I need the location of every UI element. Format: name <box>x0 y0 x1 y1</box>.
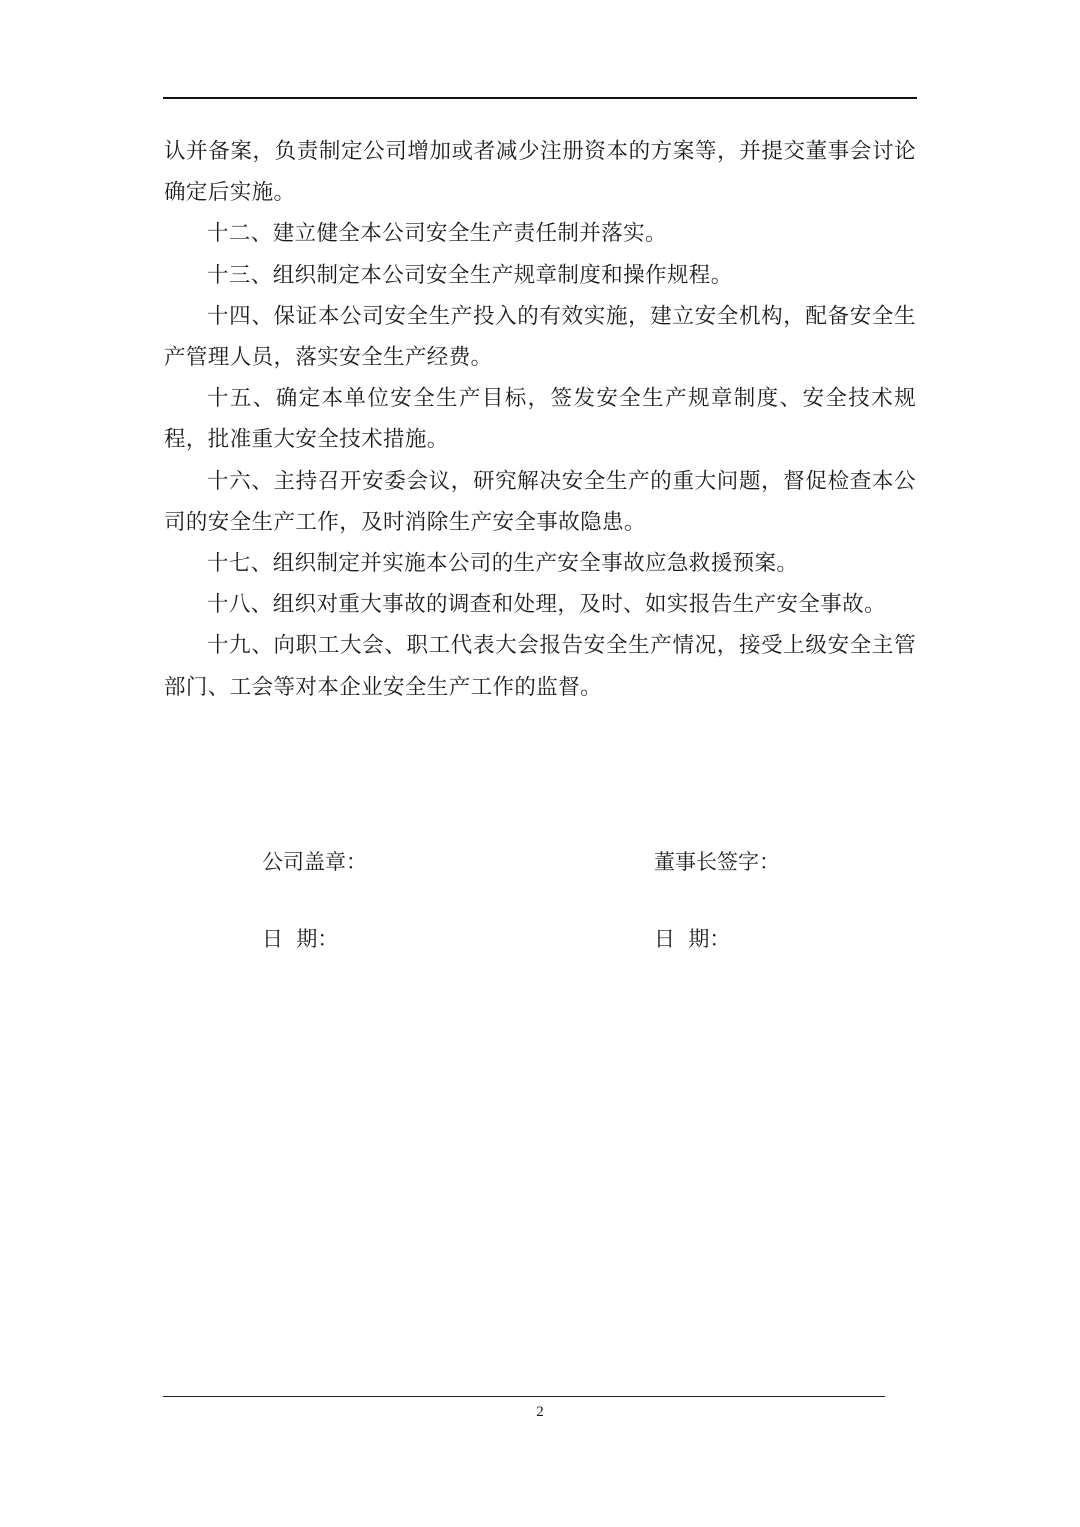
date-label-right: 日 期： <box>654 927 731 951</box>
header-rule <box>163 97 917 99</box>
company-seal-label: 公司盖章： <box>262 850 367 874</box>
clause-19: 十九、向职工大会、职工代表大会报告安全生产情况，接受上级安全主管部门、工会等对本企业安全生产工作的监督。 <box>164 633 916 700</box>
page-number: 2 <box>536 1404 544 1420</box>
clause-13: 十三、组织制定本公司安全生产规章制度和操作规程。 <box>207 262 733 288</box>
clause-18: 十八、组织对重大事故的调查和处理，及时、如实报告生产安全事故。 <box>207 592 886 618</box>
document-body <box>164 131 916 708</box>
clause-15: 十五、确定本单位安全生产目标，签发安全生产规章制度、安全技术规程，批准重大安全技术措施。 <box>164 386 916 453</box>
clause-17: 十七、组织制定并实施本公司的生产安全事故应急救援预案。 <box>207 551 799 577</box>
clause-14: 十四、保证本公司安全生产投入的有效实施，建立安全机构，配备安全生产管理人员，落实安全生产经费。 <box>164 303 916 371</box>
date-label-left: 日 期： <box>262 927 339 951</box>
chairman-signature-label: 董事长签字： <box>654 850 780 874</box>
footer-rule <box>163 1396 885 1397</box>
paragraph-continuation: 认并备案，负责制定公司增加或者减少注册资本的方案等，并提交董事会讨论确定后实施。 <box>164 139 916 206</box>
clause-12: 十二、建立健全本公司安全生产责任制并落实。 <box>207 221 667 247</box>
clause-16: 十六、主持召开安委会议，研究解决安全生产的重大问题，督促检查本公司的安全生产工作，及时消除生产安全事故隐患。 <box>164 468 916 535</box>
